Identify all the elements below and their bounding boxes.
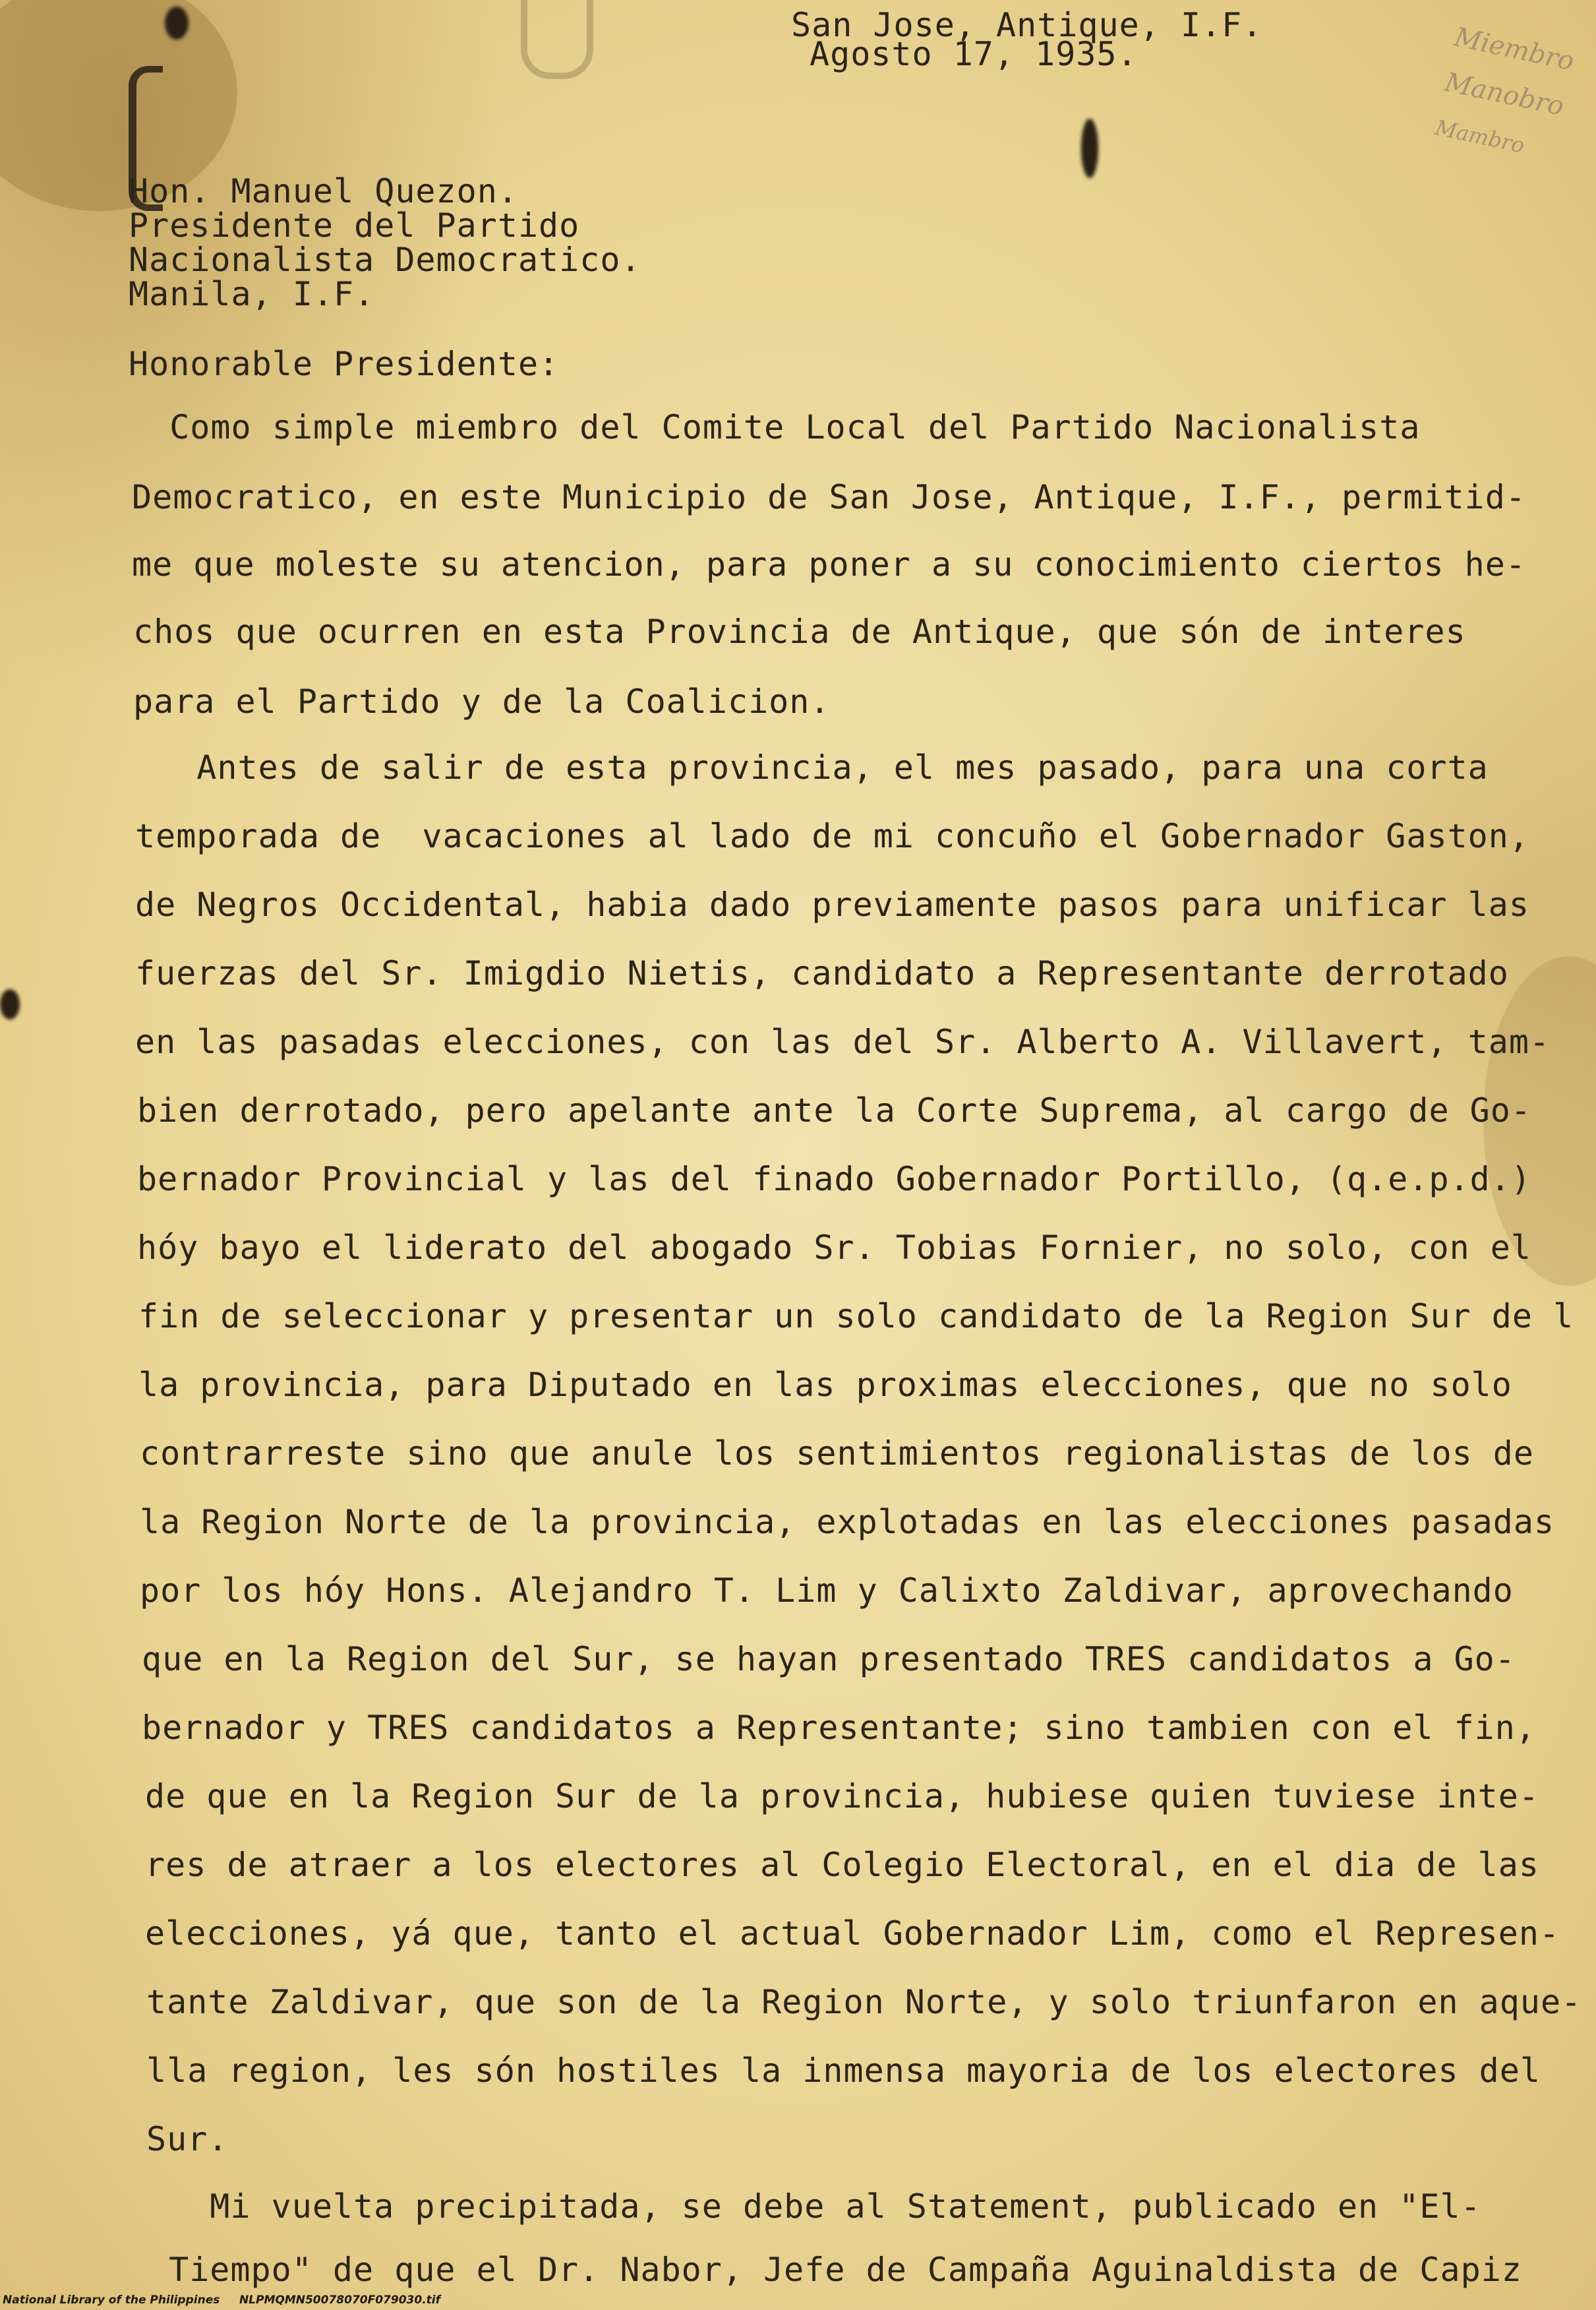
addressee-line: Hon. Manuel Quezon.: [129, 172, 518, 210]
handwritten-note-line: Manobro: [1442, 67, 1567, 122]
body-line: que en la Region del Sur, se hayan presentado TRES candidatos a Go-: [142, 1640, 1516, 1678]
body-line: Como simple miembro del Comite Local del Partido Nacionalista: [129, 408, 1421, 446]
body-line: Democratico, en este Municipio de San Jose, Antique, I.F., permitid-: [132, 478, 1526, 516]
handwritten-note-line: Miembro: [1451, 22, 1577, 77]
footer-caption: National Library of the Philippines NLPMQMN50078070F079030.tif: [3, 2294, 440, 2307]
body-line: bernador Provincial y las del finado Gobernador Portillo, (q.e.p.d.): [137, 1160, 1531, 1198]
body-line: hóy bayo el liderato del abogado Sr. Tobias Fornier, no solo, con el: [137, 1229, 1531, 1267]
body-line: para el Partido y de la Coalicion.: [133, 683, 831, 721]
body-line: bien derrotado, pero apelante ante la Corte Suprema, al cargo de Go-: [137, 1091, 1531, 1130]
body-line: bernador y TRES candidatos a Representante; sino tambien con el fin,: [142, 1709, 1536, 1747]
handwritten-note: [1431, 15, 1588, 177]
body-line: tante Zaldivar, que son de la Region Norte, y solo triunfaron en aque-: [146, 1983, 1582, 2021]
body-line: la Region Norte de la provincia, explotadas en las elecciones pasadas: [140, 1503, 1555, 1541]
body-line: Mi vuelta precipitada, se debe al Statement, publicado en "El-: [148, 2187, 1481, 2226]
body-line: de Negros Occidental, habia dado previamente pasos para unificar las: [135, 886, 1529, 924]
body-line: de que en la Region Sur de la provincia, hubiese quien tuviese inte-: [145, 1777, 1539, 1815]
addressee-line: Presidente del Partido: [129, 206, 580, 245]
addressee-line: Nacionalista Democratico.: [129, 241, 641, 279]
body-line: por los hóy Hons. Alejandro T. Lim y Calixto Zaldivar, aprovechando: [140, 1571, 1514, 1610]
body-line: en las pasadas elecciones, con las del Sr. Alberto A. Villavert, tam-: [135, 1023, 1551, 1061]
body-line: fin de seleccionar y presentar un solo candidato de la Region Sur de l: [138, 1297, 1574, 1335]
ink-blot: [165, 7, 189, 40]
body-line: chos que ocurren en esta Provincia de Antique, que són de interes: [133, 613, 1466, 651]
body-line: Sur.: [146, 2120, 229, 2158]
body-line: fuerzas del Sr. Imigdio Nietis, candidato a Representante derrotado: [135, 954, 1509, 992]
paperclip-mark: [521, 0, 593, 79]
body-line: contrarreste sino que anule los sentimientos regionalistas de los de: [140, 1434, 1534, 1473]
body-line: temporada de vacaciones al lado de mi concuño el Gobernador Gaston,: [135, 817, 1529, 855]
body-line: Antes de salir de esta provincia, el mes pasado, para una corta: [135, 748, 1489, 787]
body-line: la provincia, para Diputado en las proximas elecciones, que no solo: [138, 1366, 1512, 1404]
body-line: Tiempo" de que el Dr. Nabor, Jefe de Campaña Aguinaldista de Capiz: [148, 2251, 1522, 2289]
body-line: me que moleste su atencion, para poner a su conocimiento ciertos he-: [132, 545, 1526, 584]
handwritten-note-line: Mambro: [1433, 115, 1527, 158]
place-line: San Jose, Antique, I.F.: [791, 6, 1263, 44]
body-line: res de atraer a los electores al Colegio Electoral, en el dia de las: [145, 1846, 1539, 1884]
ink-blot: [1081, 119, 1098, 178]
ink-blot: [0, 989, 20, 1019]
addressee-line: Manila, I.F.: [129, 275, 375, 313]
body-line: lla region, les són hostiles la inmensa mayoria de los electores del: [146, 2052, 1541, 2090]
salutation: Honorable Presidente:: [129, 345, 560, 383]
date-line: Agosto 17, 1935.: [810, 35, 1138, 73]
body-line: elecciones, yá que, tanto el actual Gobernador Lim, como el Represen-: [145, 1914, 1560, 1953]
